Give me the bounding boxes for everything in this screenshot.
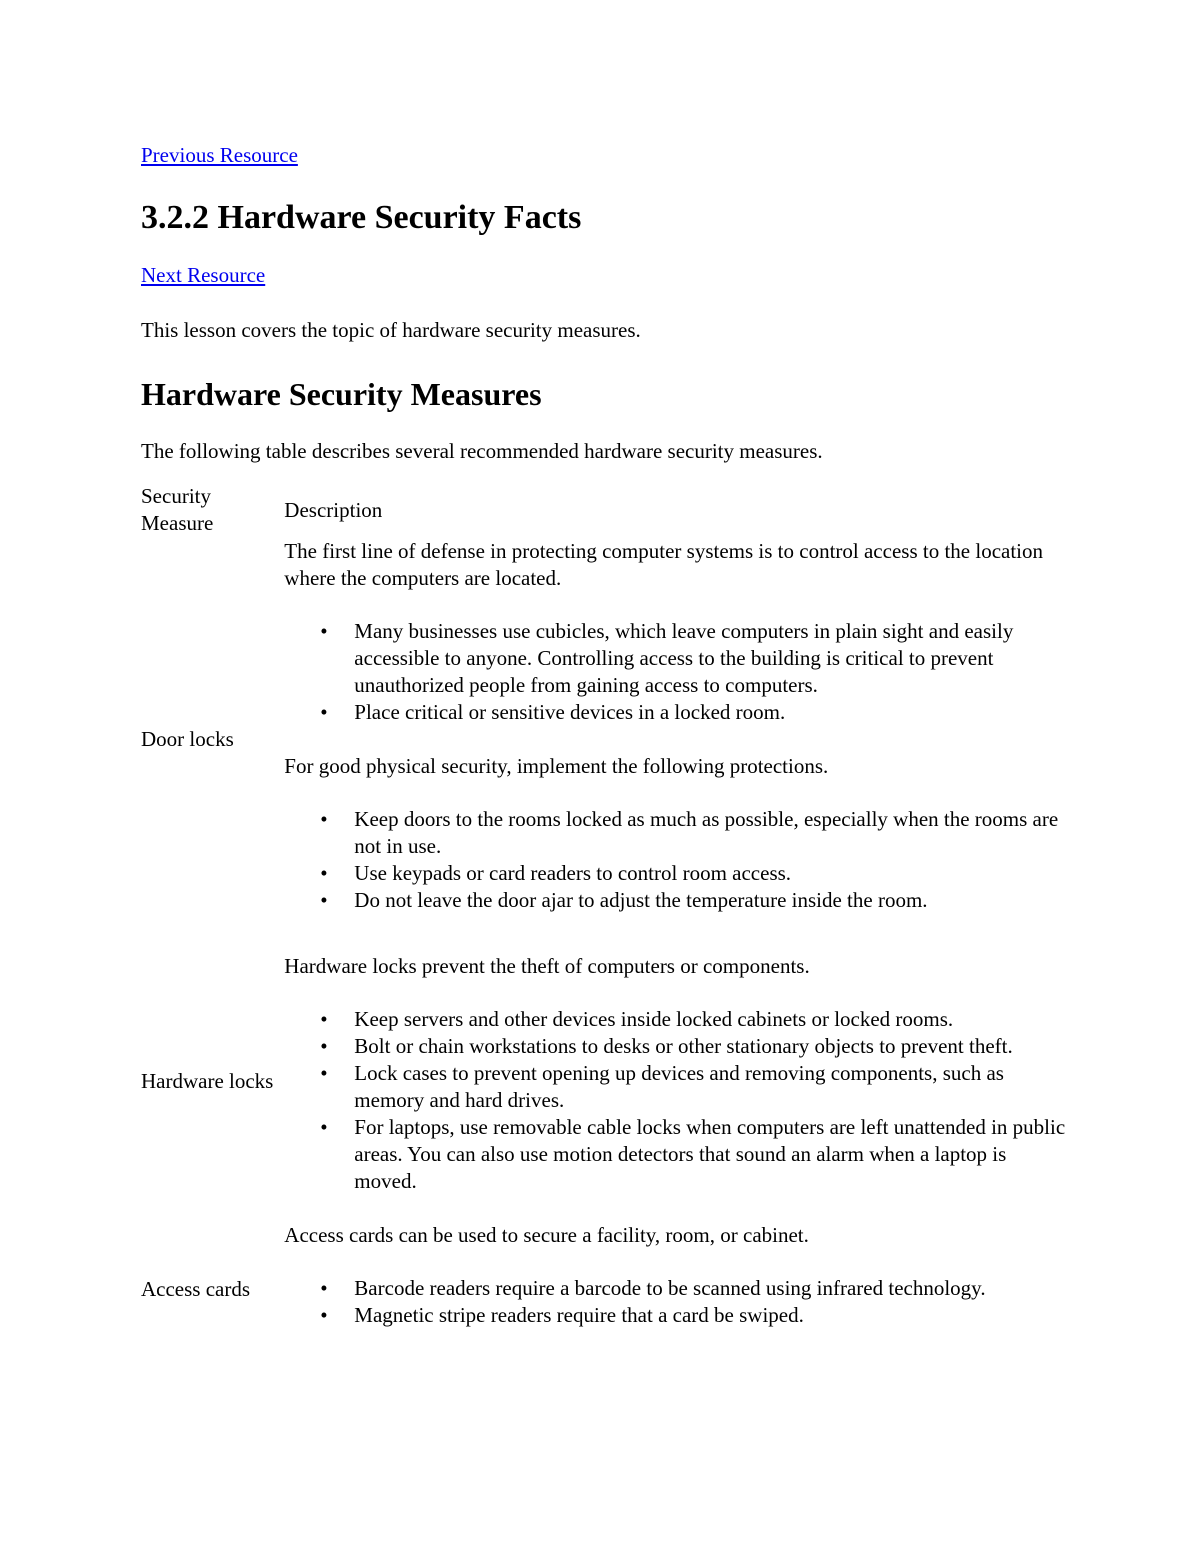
- page-title: 3.2.2 Hardware Security Facts: [141, 199, 582, 236]
- description-access-cards: [284, 1222, 1066, 1356]
- security-measures-table: [141, 482, 1066, 1356]
- list-item: • Bolt or chain workstations to desks or other stationary objects to prevent theft.: [354, 1033, 1066, 1060]
- next-link-wrap: [141, 262, 1059, 292]
- list-item: • Use keypads or card readers to control room access.: [354, 860, 1066, 887]
- description-block: [284, 1222, 1066, 1329]
- list-item: • Keep doors to the rooms locked as much as possible, especially when the rooms are not in use.: [354, 806, 1066, 860]
- previous-link-wrap: [141, 142, 1059, 172]
- description-paragraph: Hardware locks prevent the theft of computers or components.: [284, 954, 810, 978]
- measure-access-cards: Access cards: [141, 1276, 251, 1301]
- intro-paragraph: This lesson covers the topic of hardware security measures.: [141, 318, 641, 342]
- header-security-measure: Security Measure: [141, 484, 214, 535]
- table-header-row: [141, 482, 1066, 538]
- description-paragraph: The first line of defense in protecting computer systems is to control access to the location where the computers are located.: [284, 539, 1044, 590]
- list-item: • Do not leave the door ajar to adjust the temperature inside the room.: [354, 887, 1066, 914]
- bullet-list: [284, 1006, 1066, 1195]
- bullet-list: [284, 618, 1066, 726]
- section-title: Hardware Security Measures: [141, 376, 542, 412]
- table-row-door-locks: [141, 538, 1066, 941]
- table-row-hardware-locks: [141, 941, 1066, 1222]
- list-item: • Place critical or sensitive devices in a locked room.: [354, 699, 1066, 726]
- description-paragraph: For good physical security, implement the following protections.: [284, 754, 829, 778]
- list-item: • Lock cases to prevent opening up devices and removing components, such as memory and hard drives.: [354, 1060, 1066, 1114]
- bullet-list: [284, 806, 1066, 914]
- next-resource-link[interactable]: Next Resource: [141, 263, 266, 287]
- list-item: • Keep servers and other devices inside locked cabinets or locked rooms.: [354, 1006, 1066, 1033]
- table-intro-paragraph: The following table describes several recommended hardware security measures.: [141, 439, 823, 463]
- list-item: • For laptops, use removable cable locks when computers are left unattended in public areas. You can also use motion detectors that sound an alarm when a laptop is moved.: [354, 1114, 1066, 1195]
- header-description: Description: [284, 497, 383, 522]
- description-block: [284, 953, 1066, 1195]
- previous-resource-link[interactable]: Previous Resource: [141, 143, 298, 167]
- table-row-access-cards: [141, 1222, 1066, 1356]
- measure-hardware-locks: Hardware locks: [141, 1069, 274, 1093]
- list-item: • Magnetic stripe readers require that a card be swiped.: [354, 1302, 1066, 1329]
- bullet-list: [284, 1275, 1066, 1329]
- description-block: [284, 538, 1066, 726]
- list-item: • Many businesses use cubicles, which leave computers in plain sight and easily accessible to anyone. Controlling access to the building is critical to prevent unauthorized people from gaining access to computers.: [354, 618, 1066, 699]
- description-hardware-locks: [284, 941, 1066, 1222]
- list-item: • Barcode readers require a barcode to be scanned using infrared technology.: [354, 1275, 1066, 1302]
- measure-door-locks: Door locks: [141, 727, 234, 751]
- description-block: [284, 753, 1066, 914]
- description-paragraph: Access cards can be used to secure a facility, room, or cabinet.: [284, 1223, 809, 1247]
- description-door-locks: [284, 538, 1066, 941]
